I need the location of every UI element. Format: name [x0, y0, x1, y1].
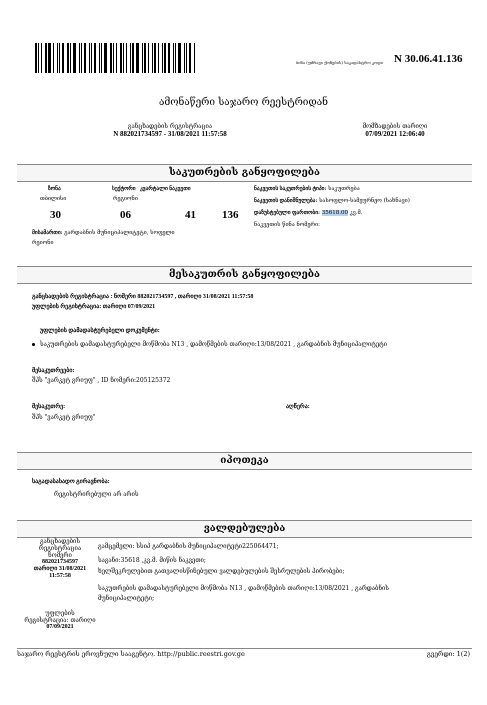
- sector-value: 06: [120, 209, 131, 221]
- area-value: 35618.00: [321, 210, 348, 216]
- barcode-bar: [62, 43, 64, 73]
- obligations-auth-label: უფლების: [45, 610, 75, 617]
- barcode-bar: [136, 43, 139, 73]
- obligations-auth-date: 07/09/2021: [46, 624, 74, 630]
- obligations-line-4: საკუთრების დამადასტურებელი მოწმობა N13 , დამოწმების თარიღი:13/08/2021 , გარდაბნის: [98, 585, 389, 592]
- barcode-bar: [168, 43, 170, 73]
- mortgage-subject-value: რეგისტრირებული არ არის: [54, 491, 139, 498]
- parcel-ownership-value: საკუთრება: [328, 186, 360, 192]
- barcode-bar: [123, 43, 124, 73]
- prepared-value: 07/09/2021 12:06:40: [365, 130, 425, 138]
- obligations-line-1: გამცემელი: სსიპ გარდაბნის მუნიციპალიტეტი225064471;: [98, 543, 279, 550]
- owners-value: შპს "ვარკეტ გრიუფ" , ID ნომერი:205125372: [32, 377, 171, 384]
- barcode-bar: [91, 43, 92, 73]
- barcode-bar: [158, 43, 159, 73]
- obligations-registration: [26, 538, 94, 580]
- obligations-reg-date: თარიღი 31/08/2021: [33, 566, 87, 572]
- barcode-bar: [57, 43, 58, 73]
- sector-name: კვარტალი ნაკვეთი: [140, 186, 191, 192]
- mortgage-section-title: იპოთეკა: [220, 455, 269, 466]
- barcode-bar: [81, 43, 82, 73]
- obligations-reg-number: 882021734597: [42, 559, 78, 565]
- barcode-bar: [41, 43, 42, 73]
- barcode-bar: [120, 43, 122, 73]
- address: [32, 230, 175, 236]
- footer-divider: [17, 648, 472, 649]
- ownership-basis-label: უფლების დამადასტურებელი დოკუმენტი:: [40, 328, 160, 334]
- obligations-section-title: ვალდებულება: [203, 523, 286, 534]
- barcode-bar: [38, 43, 39, 73]
- address-value: გარდაბნის მუნიციპალიტეტი, სოფელი: [64, 230, 175, 236]
- obligations-reg-label: განცხადების რეგისტრაცია: [38, 538, 82, 552]
- barcode-bar: [110, 43, 112, 73]
- barcode-bar: [142, 43, 143, 73]
- document-title: ამონაწერი საჯარო რეესტრიდან: [158, 97, 329, 108]
- barcode-bar: [99, 43, 100, 73]
- obligations-line-2: საგანი:35618 ,კვ.მ. მიწის ნაკვეთი;: [98, 557, 206, 564]
- ownership-basis-item: [32, 341, 387, 349]
- barcode-bar: [70, 43, 71, 73]
- quarter-value: 41: [185, 209, 196, 221]
- owner2-value: შპს "ვარკეტ გრიუფ": [32, 414, 96, 421]
- obligations-line-3: ხელშეკრულებით გათვალისწინებული ვალდებულების შესრულების პირობები;: [98, 568, 345, 575]
- obligations-line-5: მუნიციპალიტეტი;: [98, 595, 155, 602]
- sector-sub: რეგიონი: [113, 196, 138, 202]
- barcode-bar: [89, 43, 90, 73]
- footer-agency: საჯარო რეესტრის ეროვნული სააგენტო. http://public.reestri.gov.ge: [17, 650, 245, 658]
- barcode-bar: [194, 43, 195, 73]
- barcode-bar: [154, 43, 156, 73]
- area-label: დაზუსტებული ფართობი:: [254, 210, 320, 216]
- barcode-bar: [94, 43, 96, 73]
- barcode-bar: [67, 43, 69, 73]
- parcel-purpose-value: სასოფლო-სამეურნეო (სახნავი): [319, 198, 410, 204]
- barcode-bar: [48, 43, 51, 73]
- owners-label: მესაკუთრეები:: [32, 368, 75, 374]
- barcode-bar: [73, 43, 76, 73]
- obligations-section-header: [17, 520, 472, 538]
- barcode-bar: [84, 43, 86, 73]
- barcode-bar: [152, 43, 153, 73]
- footer-page-number: გვერდი: 1(2): [426, 650, 470, 658]
- barcode-bar: [53, 43, 54, 73]
- sector-label: სექტორი: [112, 186, 136, 192]
- barcode-image: [35, 43, 197, 73]
- parcel-purpose: [254, 198, 410, 204]
- property-section-header: [17, 164, 472, 182]
- cadastral-code: N 30.06.41.136: [394, 53, 463, 65]
- prepared-label: მომზადების თარიღი: [362, 123, 428, 130]
- cadcode-note: ბინა (უძრავი ქონების) საკადასტრო კოდი: [296, 60, 383, 65]
- zone-label: ზონა: [48, 186, 61, 192]
- barcode-bar: [175, 43, 176, 73]
- parcel-value: 136: [222, 209, 239, 221]
- ownership-basis-text: საკუთრების დამადასტურებელი მოწმობა N13 , დამოწმების თარიღი:13/08/2021 , გარდაბნის მუნიციპალიტეტი: [40, 341, 387, 348]
- barcode-bar: [59, 43, 60, 73]
- barcode-bar: [184, 43, 185, 73]
- mortgage-subject-label: საგადასახადო გირავნობა:: [32, 479, 110, 485]
- obligations-authorization: [22, 610, 98, 631]
- obligations-reg-number-label: ნომერი: [48, 552, 72, 559]
- zone-name: თბილისი: [40, 196, 67, 202]
- barcode-bar: [116, 43, 117, 73]
- prepared-block: [340, 123, 450, 138]
- parcel-purpose-label: ნაკვეთის დანიშნულება:: [254, 198, 318, 204]
- application-label: განცხადების რეგისტრაცია: [127, 123, 213, 130]
- barcode-bar: [132, 43, 134, 73]
- address-value-2: რეიონი: [32, 240, 54, 246]
- ownership-registration: განცხადების რეგისტრაცია : ნომერი 882021734597 , თარიღი 31/08/2021 11:57:58: [32, 294, 254, 300]
- obligations-auth-label-2: რეგისტრაცია: თარიღი: [24, 617, 96, 624]
- parcel-ownership: [254, 186, 360, 192]
- description-label: აღწერა:: [286, 404, 310, 410]
- barcode-bar: [101, 43, 102, 73]
- mortgage-section-header: [17, 452, 472, 470]
- barcode-bar: [144, 43, 146, 73]
- prev-number-label: ნაკვეთის წინა ნომერი:: [254, 222, 320, 228]
- bullet-icon: [32, 343, 35, 346]
- ownership-authorization: უფლების რეგისტრაცია: თარიღი 07/09/2021: [32, 304, 156, 310]
- barcode-bar: [113, 43, 114, 73]
- parcel-ownership-label: ნაკვეთის საკუთრების ტიპი:: [254, 186, 327, 192]
- property-section-title: საკუთრების განყოფილება: [169, 167, 320, 178]
- ownership-section-header: [17, 266, 472, 284]
- application-value: N 882021734597 - 31/08/2021 11:57:58: [113, 130, 227, 138]
- barcode-bar: [45, 43, 47, 73]
- barcode-bar: [164, 43, 166, 73]
- owner2-label: მესაკუთრე:: [32, 404, 66, 410]
- obligations-reg-time: 11:57:58: [49, 573, 71, 579]
- barcode-bar: [189, 43, 191, 73]
- barcode-bar: [79, 43, 80, 73]
- address-label: მისამართი:: [32, 230, 63, 236]
- barcode-bar: [186, 43, 187, 73]
- application-block: [80, 123, 260, 138]
- barcode-bar: [130, 43, 131, 73]
- barcode-bar: [148, 43, 149, 73]
- barcode-bar: [126, 43, 127, 73]
- barcode-bar: [162, 43, 163, 73]
- barcode-bar: [104, 43, 107, 73]
- barcode-bar: [35, 43, 37, 73]
- barcode-bar: [178, 43, 181, 73]
- zone-value: 30: [50, 209, 61, 221]
- barcode-bar: [173, 43, 174, 73]
- area: [254, 210, 363, 216]
- area-unit: კვ.მ.: [349, 210, 363, 216]
- ownership-section-title: მესაკუთრის განყოფილება: [169, 269, 320, 280]
